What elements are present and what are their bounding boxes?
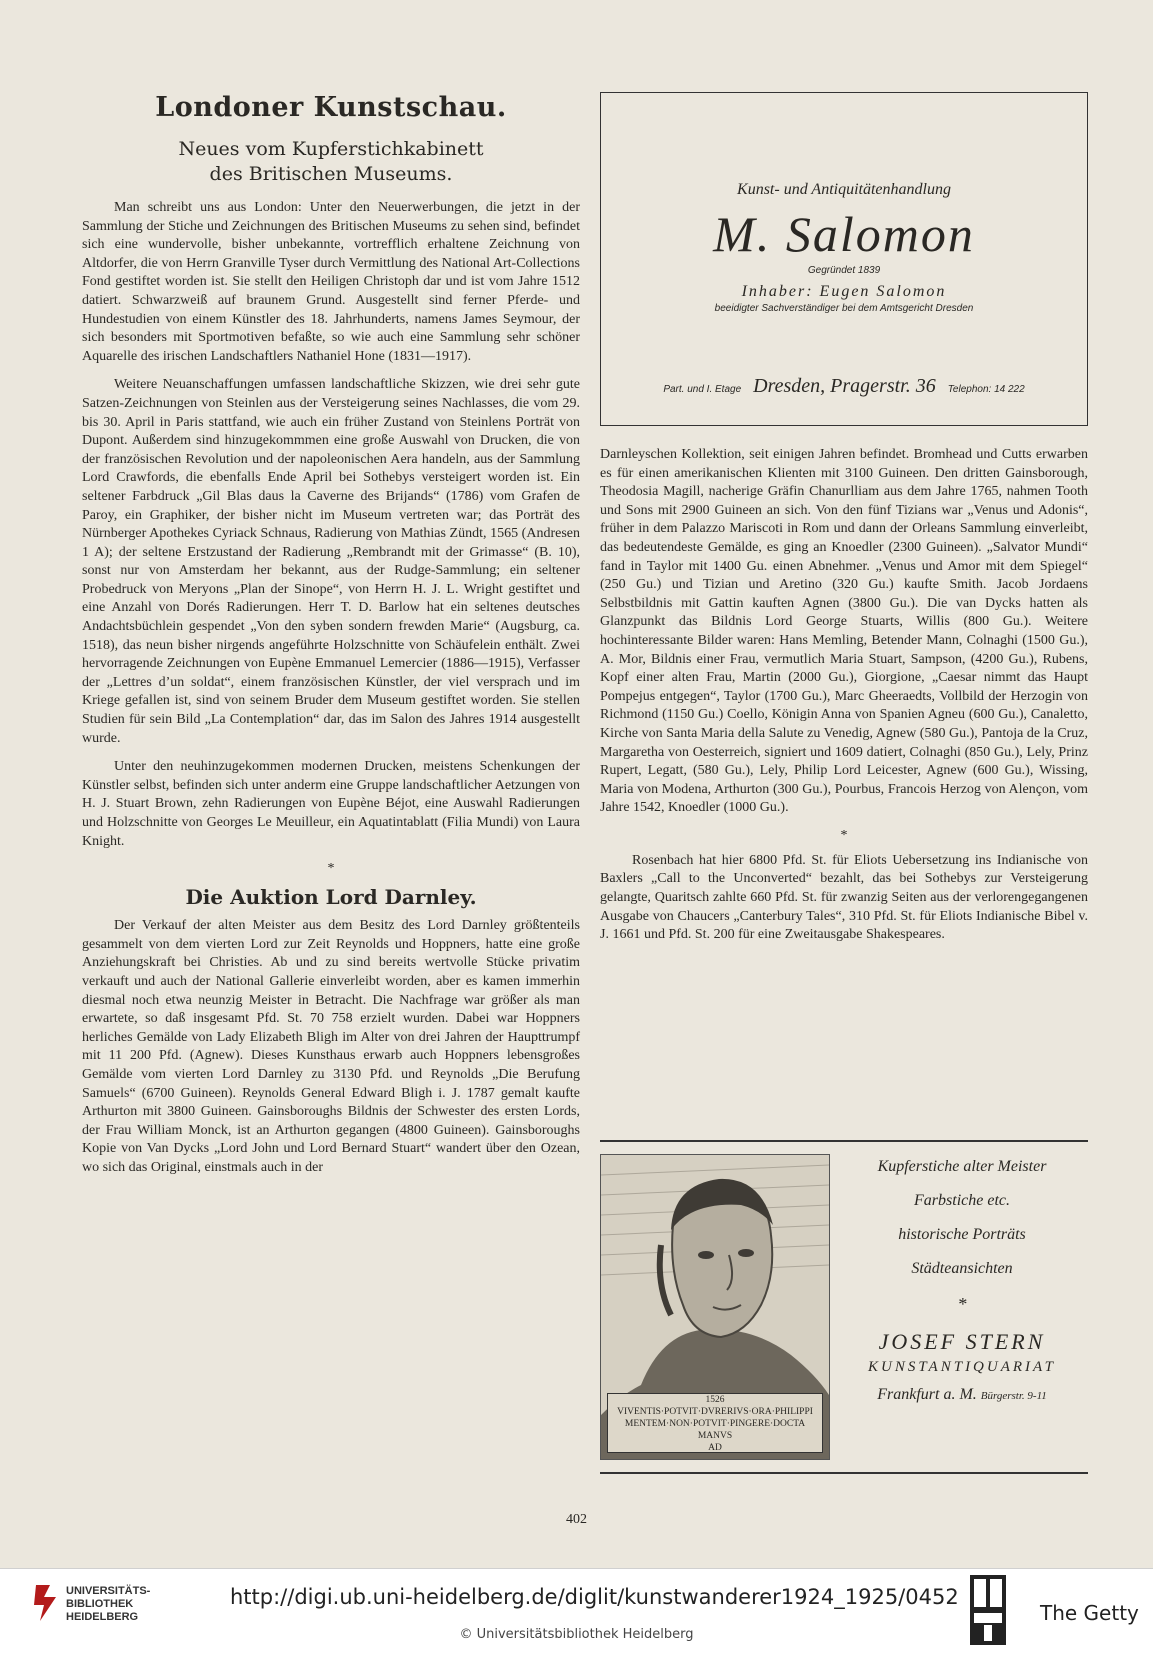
ad-salomon-founded: Gegründet 1839 (807, 265, 881, 276)
permalink-url[interactable]: http://digi.ub.uni-heidelberg.de/diglit/kunstwanderer1924_1925/0452 (230, 1585, 959, 1609)
section-title: Die Auktion Lord Darnley. (185, 885, 477, 910)
ad-stern-item-2: Farbstiche etc. (914, 1192, 1010, 1209)
viewer-footer (0, 1568, 1153, 1655)
ad-salomon-trade: Kunst- und Antiquitätenhandlung (737, 181, 951, 198)
portrait-inscription (607, 1393, 823, 1453)
ad-salomon-address-line (601, 375, 1087, 398)
advertisement-salomon (600, 92, 1088, 426)
section-separator: * (327, 861, 335, 877)
paragraph-4: Der Verkauf der alten Meister aus dem Besitz des Lord Darnley größtenteils gesammelt von dem vierten Lord zur Zeit Reynolds und Hoppners, hatte eine große Anziehungskraft bei Christies. Ab und zu sind bereits wertvolle Stücke privatim verkauft und auch der National Gallerie einverleibt worden, aber es kamen immerhin diesmal noch etwa neunzig Meister in Betracht. Die Nachfrage war größer als man erwartete, so daß insgesamt Pfd. St. 70 758 erzielt wurden. Dabei war Hoppners herliches Gemälde von Lady Elizabeth Bligh im Alter von drei Jahren der Haupttrumpf mit 11 200 Pfd. (Agnew). Dieses Kunsthaus erwarb auch Hoppners lebensgroßes Gemälde vom vierten Lord Darnley zu 3130 Pfd. und Reynolds „Die Berufung Samuels“ (6700 Guineen). Reynolds General Edward Bligh i. J. 1787 gemalt kaufte Arthurton mit 3800 Guineen. Gainsboroughs Bildnis der Schwester des ersten Lords, der Frau William Monck, ist an Arthurton gegangen (4800 Guineen). Gainsboroughs Kopie von Van Dycks „Lord John und Lord Bernard Stuart“ wandert über den Ozean, wo sich das Original, einstmals auch in der (82, 918, 580, 1175)
ad-stern-text (836, 1158, 1088, 1404)
subtitle-line-1: Neues vom Kupferstichkabinett (178, 138, 484, 160)
right-paragraph-2: Rosenbach hat hier 6800 Pfd. St. für Eliots Uebersetzung ins Indianische von Baxlers „Call to the Unconverted“ bezahlt, das bei Sothebys zur Versteigerung gelangte, Quaritsch zahlte 660 Pfd. St. für zwanzig Seiten aus der verlorengegangenen Ausgabe von Chaucers „Canterbury Tales“, 310 Pfd. St. für Eliots Indianische Bibel v. J. 1661 und Pfd. St. 200 für eine Zweitausgabe Shakespeares. (600, 852, 1088, 943)
paragraph-3: Unter den neuhinzugekommen modernen Drucken, meistens Schenkungen der Künstler selbst, befinden sich unter anderm eine Gruppe landschaftlicher Aetzungen von H. J. Stuart Brown, zehn Radierungen von Eupène Béjot, eine Auswahl Radierungen und Holzschnitte von Georges Le Meuilleur, ein Aquatintablatt (Filia Mundi) von Laura Knight. (82, 759, 580, 849)
article-title: Londoner Kunstschau. (155, 92, 507, 123)
ad-salomon-sworn: beeidigter Sachverständiger bei dem Amtsgericht Dresden (714, 303, 974, 314)
ad-stern-item-1: Kupferstiche alter Meister (877, 1158, 1047, 1175)
inscription-line-3: MANVS (697, 1431, 733, 1441)
ad-salomon-phone: Telephon: 14 222 (947, 384, 1025, 395)
ad-stern-address (836, 1386, 1088, 1404)
ad-salomon-owner: Inhaber: Eugen Salomon (741, 283, 947, 300)
ad-salomon-floor: Part. und I. Etage (663, 384, 742, 395)
ad-stern-city: Frankfurt a. M. (877, 1386, 977, 1403)
university-library-logo-icon (32, 1583, 60, 1623)
university-library-name (66, 1585, 150, 1624)
inscription-line-2: MENTEM·NON·POTVIT·PINGERE·DOCTA (624, 1419, 806, 1429)
article-subtitle (82, 137, 580, 187)
uni-line-3: HEIDELBERG (66, 1611, 139, 1623)
inscription-year: 1526 (705, 1395, 725, 1405)
copyright-notice: © Universitätsbibliothek Heidelberg (459, 1627, 694, 1642)
getty-name[interactable]: The Getty (1040, 1601, 1139, 1625)
ad-salomon-firm: M. Salomon (713, 206, 975, 262)
paragraph-2: Weitere Neuanschaffungen umfassen landschaftliche Skizzen, wie drei sehr gute Satzen-Zeichnungen von Steinlen aus der Versteigerung seines Nachlasses, die vom 29. bis 30. April in Paris stattfand, wie auch ein früher Zustand von Steinlens Porträt von Dupont. Außerdem sind hinzugekommmen eine große Auswahl von Drucken, die von der französischen Revolution und der napoleonischen Aera handeln, aus der Sammlung Lord Crawfords, die ebenfalls Ende April bei Sothebys versteigert worden ist. Ein seltener Farbdruck „Gil Blas daus la Caverne des Brijands“ (1786) vom Grafen de Paroy, ein Graphiker, der bisher nicht im Museum vertreten war; das Porträt des Nürnberger Apothekes Cyriack Schnaus, Radierung von Mathias Zündt, 1565 (Andresen 1 A); der seltene Erstzustand der Radierung „Rembrandt mit der Grimasse“ (B. 10), sonst nur von Amsterdam her bekannt, aus der Rudge-Sammlung; ein seltener Probedruck von Meryons „Plan der Sinope“, von Herrn H. J. L. Wright gestiftet und eine Anzahl von Dorés Radierungen. Herr T. D. Barlow hat ein seltenes deutsches Andachtsbüchlein gespendet „Von den syben sondern frewden Marie“ (Augsburg, ca. 1518), das neun bisher nirgends angeführte Holzschnitte von Schäufelein enthält. Zwei hervorragende Zeichnungen von Eupène Emmanuel Lemercier (1886—1915), Verfasser der „Lettres d’un soldat“, einem französischen Künstler, der viel versprach und im Kriege gefallen ist, sind von seinem Bruder dem Museum gestiftet worden. Sie stellen Studien für sein Bild „La Contemplation“ dar, das im Salon des Jahres 1914 ausgestellt wurde. (82, 377, 580, 746)
ad-stern-kind: KUNSTANTIQUARIAT (867, 1359, 1056, 1375)
ad-stern-item-4: Städteansichten (911, 1260, 1013, 1277)
right-column (600, 92, 1088, 955)
right-paragraph-1: Darnleyschen Kollektion, seit einigen Jahren befindet. Bromhead und Cutts erwarben es für einen amerikanischen Klienten mit 3100 Guineen. Den dritten Gainsborough, Theodosia Magill, nacherige Gräfin Chanurlliam aus dem Jahre 1765, nahmen Tooth und Sons mit 2900 Guineen an sich. Von den fünf Tizians war „Venus und Adonis“, früher in dem Palazzo Mariscoti in Rom und dann der Orleans Sammlung einverleibt, das bedeutendeste Gemälde, es ging an Knoedler (2300 Guineen). „Salvator Mundi“ fand in Taylor mit 1400 Gu. einen Abnehmer. „Venus und Amor mit dem Spiegel“ (250 Gu.) und Tizian und Aretino (320 Gu.) kaufte Smith. Jacob Jordaens Selbstbildnis mit Gattin kauften Agnen (3800 Gu.). Die van Dycks hatten als Glanzpunkt das Bildnis Lord George Stuarts, Willis (800 Gu.). Weitere hochinteressante Bilder waren: Hans Memling, Betender Mann, Colnaghi (1500 Gu.), A. Mor, Bildnis einer Frau, vermutlich Maria Stuart, Sampson, (4200 Gu.), Rubens, Kopf einer alten Frau, Martin (2000 Gu.), Giorgione, „Caesar nimmt das Haupt Pompejus entgegen“, Taylor (1700 Gu.), Marc Gheeraedts, Vollbild der Herzogin von Richmond (1150 Gu.) Coello, Königin Anna von Spanien Agneu (600 Gu.), Canaletto, Kirche von Santa Maria della Salute zu Venedig, Agnew (580 Gu.), Pantoja de la Cruz, Margaretha von Oesterreich, signiert und 1609 datiert, Colnaghi (850 Gu.), Lely, Prinz Rupert, Legatt, (580 Gu.), Lely, Philip Lord Leicester, Agnew (600 Gu.), Wissing, Maria von Modena, Arthurton (300 Gu.), Pourbus, Francois Herzog von Alençon, vom Jahre 1542, Knoedler (1000 Gu.). (600, 447, 1088, 816)
getty-logo-icon (970, 1575, 1006, 1645)
ad-stern-street: Bürgerstr. 9-11 (980, 1390, 1047, 1402)
left-column (82, 92, 580, 1188)
uni-line-1: UNIVERSITÄTS- (66, 1585, 151, 1597)
ad-salomon-address: Dresden, Pragerstr. 36 (753, 375, 936, 397)
page-number: 402 (566, 1512, 587, 1527)
advertisement-stern (600, 1140, 1088, 1474)
portrait-engraving (600, 1154, 830, 1460)
uni-line-2: BIBLIOTHEK (66, 1598, 134, 1610)
inscription-line-1: VIVENTIS·POTVIT·DVRERIVS·ORA·PHILIPPI (617, 1407, 813, 1417)
ad-stern-name: JOSEF STERN (878, 1329, 1046, 1354)
paragraph-1: Man schreibt uns aus London: Unter den Neuerwerbungen, die jetzt in der Sammlung der Stiche und Zeichnungen des Britischen Museums zu sehen sind, befindet sich eine wundervolle, bisher unbekannte, vortrefflich erhaltene Zeichnung von Altdorfer, die von Herrn Granville Tyser durch Vermittlung des National Art-Collections Fond gestiftet worden ist. Sie stellt den Heiligen Christoph dar und ist vom Jahre 1512 datiert. Schwarzweiß auf braunem Grund. Ausgestellt sind ferner Pferde- und Hundestudien von einem Künstler des 18. Jahrhunderts, namens James Seymour, der sich besonders mit Sportmotiven befaßte, so wie auch eine Sammlung sehr schöner Aquarelle des irischen Landschaftlers Nathaniel Hone (1831—1917). (82, 200, 580, 364)
ad-stern-item-3: historische Porträts (898, 1226, 1026, 1243)
ad-stern-asterisk: * (957, 1294, 967, 1314)
inscription-monogram: AD (708, 1443, 722, 1453)
right-separator: * (840, 827, 848, 843)
subtitle-line-2: des Britischen Museums. (209, 163, 453, 185)
